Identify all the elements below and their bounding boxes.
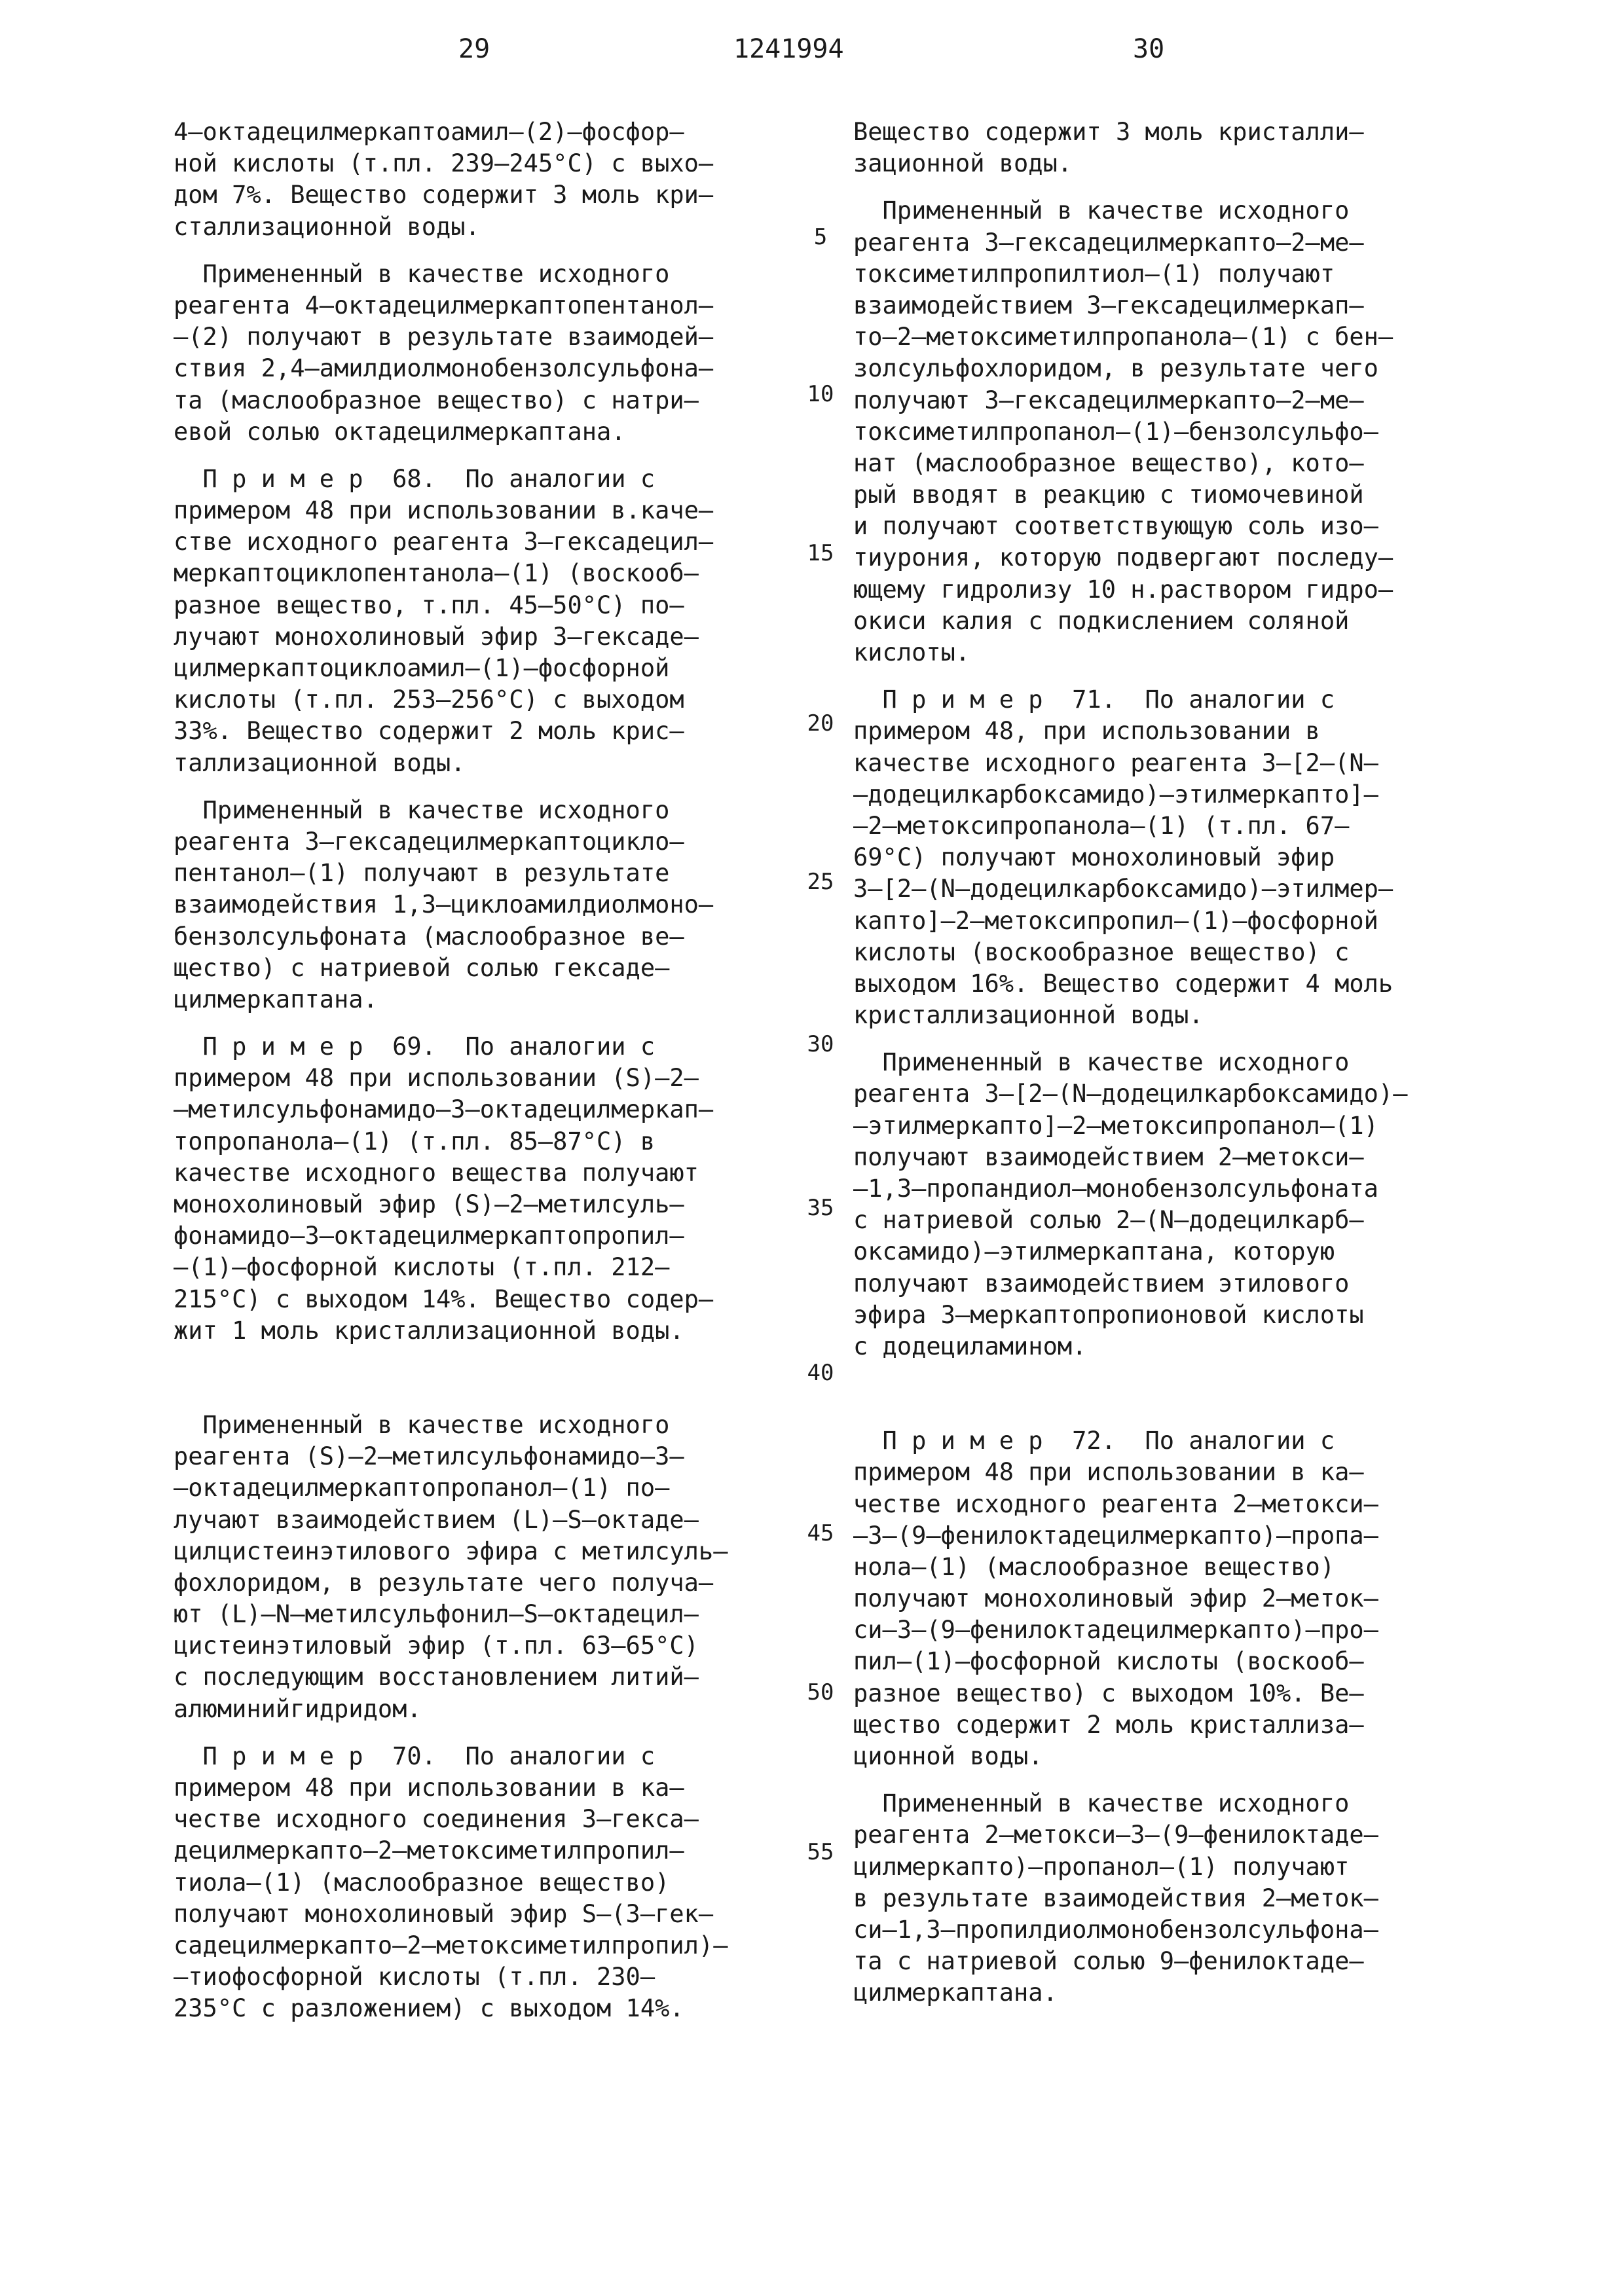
text-line: выходом 16%. Вещество содержит 4 моль (853, 969, 1393, 998)
line-number: 5 (813, 224, 828, 250)
text-line: окиси калия с подкислением соляной (853, 606, 1350, 635)
page-number-left: 29 (458, 34, 490, 64)
text-line: цилмеркаптоциклоамил–(1)–фосфорной (174, 654, 670, 682)
text-line: цилцистеинэтилового эфира с метилсуль– (174, 1537, 728, 1565)
text-line: монохолиновый эфир (S)–2–метилсуль– (174, 1190, 684, 1218)
paragraph (853, 1047, 1462, 1362)
text-line: честве исходного реагента 2–метокси– (853, 1489, 1378, 1518)
text-line: примером 48, при использовании в (853, 717, 1320, 746)
text-line: пентанол–(1) получают в результате (174, 859, 670, 888)
text-line: токсиметилпропанол–(1)–бензолсульфо– (853, 417, 1378, 446)
text-line: фохлоридом, в результате чего получа– (174, 1568, 714, 1597)
text-line: си–1,3–пропилдиолмонобензолсульфона– (853, 1915, 1378, 1944)
text-line: та (маслообразное вещество) с натри– (174, 386, 699, 414)
text-line: таллизационной воды. (174, 748, 466, 777)
text-line: меркаптоциклопентанола–(1) (воскооб– (174, 559, 699, 588)
text-line: 69°С) получают монохолиновый эфир (853, 843, 1335, 872)
example-68-paragraph (174, 464, 783, 779)
text-line: нат (маслообразное вещество), кото– (853, 448, 1364, 477)
text-line: –2–метоксипропанола–(1) (т.пл. 67– (853, 811, 1350, 840)
text-line: –1,3–пропандиол–монобензолсульфоната (853, 1175, 1378, 1203)
line-number: 25 (807, 869, 834, 895)
text-line: Примененный в качестве исходного (853, 1789, 1350, 1818)
text-line: взаимодействием 3–гексадецилмеркап– (853, 291, 1364, 319)
text-line: цистеинэтиловый эфир (т.пл. 63–65°С) (174, 1631, 699, 1660)
text-line: кислоты (т.пл. 253–256°С) с выходом (174, 685, 684, 714)
text-line: та с натриевой солью 9–фенилоктаде– (853, 1947, 1364, 1976)
text-line: разное вещество) с выходом 10%. Ве– (853, 1679, 1364, 1707)
text-line: –метилсульфонамидо–3–октадецилмеркап– (174, 1095, 714, 1124)
text-line: кристаллизационной воды. (853, 1001, 1204, 1030)
text-line: –тиофосфорной кислоты (т.пл. 230– (174, 1963, 655, 1992)
text-line: реагента 2–метокси–3–(9–фенилоктаде– (853, 1821, 1378, 1850)
text-line: –(2) получают в результате взаимодей– (174, 323, 714, 352)
line-number: 40 (807, 1360, 834, 1386)
text-line: капто]–2–метоксипропил–(1)–фосфорной (853, 906, 1378, 935)
text-line: 215°С) с выходом 14%. Вещество содер– (174, 1285, 714, 1313)
text-line: ющему гидролизу 10 н.раствором гидро– (853, 575, 1393, 604)
text-line: Примененный в качестве исходного (174, 1410, 670, 1439)
patent-number: 1241994 (733, 34, 844, 64)
text-line: примером 48 при использовании (S)–2– (174, 1064, 699, 1093)
line-number: 10 (807, 381, 834, 407)
text-line: цилмеркаптана. (853, 1978, 1058, 2007)
text-line: Примененный в качестве исходного (853, 1048, 1350, 1077)
text-line: Примененный в качестве исходного (174, 795, 670, 824)
text-line: П р и м е р 68. По аналогии с (174, 464, 655, 493)
line-number: 30 (807, 1031, 834, 1057)
paragraph (174, 117, 783, 243)
text-line: получают монохолиновый эфир S–(3–гек– (174, 1899, 714, 1928)
text-line: ционной воды. (853, 1742, 1043, 1770)
text-line: –этилмеркапто]–2–метоксипропанол–(1) (853, 1111, 1378, 1140)
text-line: получают взаимодействием 2–метокси– (853, 1142, 1364, 1171)
text-line: эфира 3–меркаптопропионовой кислоты (853, 1300, 1364, 1329)
text-line: оксамидо)–этилмеркаптана, которую (853, 1237, 1335, 1266)
text-line: с натриевой солью 2–(N–додецилкарб– (853, 1206, 1364, 1235)
text-line: и получают соответствующую соль изо– (853, 512, 1378, 541)
text-line: фонамидо–3–октадецилмеркаптопропил– (174, 1222, 684, 1250)
text-line: –додецилкарбоксамидо)–этилмеркапто]– (853, 780, 1378, 809)
text-line: пил–(1)–фосфорной кислоты (воскооб– (853, 1647, 1364, 1676)
text-line: стве исходного реагента 3–гексадецил– (174, 528, 714, 556)
text-line: щество) с натриевой солью гексаде– (174, 953, 670, 982)
text-line: –3–(9–фенилоктадецилмеркапто)–пропа– (853, 1521, 1378, 1550)
text-line: ствия 2,4–амилдиолмонобензолсульфона– (174, 354, 714, 383)
example-71-paragraph (853, 684, 1462, 1031)
text-line: щество содержит 2 моль кристаллиза– (853, 1710, 1364, 1739)
text-line: примером 48 при использовании в ка– (174, 1774, 684, 1802)
text-line: алюминийгидридом. (174, 1694, 422, 1723)
text-line: 4–октадецилмеркаптоамил–(2)–фосфор– (174, 118, 684, 146)
text-line: 33%. Вещество содержит 2 моль крис– (174, 717, 684, 746)
text-line: кислоты. (853, 638, 970, 666)
paragraph (174, 795, 783, 1015)
text-line: нола–(1) (маслообразное вещество) (853, 1552, 1335, 1581)
line-number: 50 (807, 1679, 834, 1705)
left-column (174, 117, 783, 2025)
text-line: П р и м е р 70. По аналогии с (174, 1741, 655, 1770)
text-line: примером 48 при использовании в ка– (853, 1458, 1364, 1487)
text-line: ют (L)–N–метилсульфонил–S–октадецил– (174, 1600, 699, 1629)
text-line: реагента 3–[2–(N–додецилкарбоксамидо)– (853, 1080, 1408, 1108)
text-line: честве исходного соединения 3–гекса– (174, 1805, 699, 1834)
text-line: сталлизационной воды. (174, 212, 480, 241)
line-number: 55 (807, 1839, 834, 1865)
paragraph (853, 195, 1462, 668)
text-line: П р и м е р 72. По аналогии с (853, 1427, 1335, 1455)
text-line: разное вещество, т.пл. 45–50°С) по– (174, 591, 684, 619)
line-number: 20 (807, 710, 834, 737)
example-69-paragraph (174, 1031, 783, 1347)
text-line: цилмеркаптана. (174, 985, 378, 1013)
text-line: реагента (S)–2–метилсульфонамидо–3– (174, 1442, 684, 1471)
text-line: получают монохолиновый эфир 2–меток– (853, 1584, 1378, 1613)
text-line: Примененный в качестве исходного (174, 259, 670, 288)
text-line: с последующим восстановлением литий– (174, 1663, 699, 1692)
text-line: топропанола–(1) (т.пл. 85–87°С) в (174, 1127, 655, 1156)
text-line: –октадецилмеркаптопропанол–(1) по– (174, 1474, 670, 1503)
example-70-paragraph (174, 1741, 783, 2025)
text-line: качестве исходного реагента 3–[2–(N– (853, 748, 1378, 777)
text-line: П р и м е р 71. По аналогии с (853, 685, 1335, 714)
text-line: зационной воды. (853, 149, 1073, 178)
text-line: реагента 3–гексадецилмеркапто–2–ме– (853, 228, 1364, 257)
text-line: взаимодействия 1,3–циклоамилдиолмоно– (174, 890, 714, 919)
text-line: децилмеркапто–2–метоксиметилпропил– (174, 1836, 684, 1865)
text-line: рый вводят в реакцию с тиомочевиной (853, 481, 1364, 509)
text-line: лучают взаимодействием (L)–S–октаде– (174, 1505, 699, 1534)
text-line: получают взаимодействием этилового (853, 1269, 1350, 1298)
page-number-right: 30 (1133, 34, 1165, 64)
text-line: с додециламином. (853, 1332, 1087, 1360)
text-line: бензолсульфоната (маслообразное ве– (174, 922, 684, 951)
line-number: 45 (807, 1520, 834, 1546)
paragraph (174, 1410, 783, 1725)
text-line: то–2–метоксиметилпропанола–(1) с бен– (853, 323, 1393, 352)
text-line: золсульфохлоридом, в результате чего (853, 354, 1378, 383)
text-line: Вещество содержит 3 моль кристалли– (853, 118, 1364, 146)
text-line: получают 3–гексадецилмеркапто–2–ме– (853, 386, 1364, 414)
text-line: 235°С с разложением) с выходом 14%. (174, 1994, 684, 2023)
text-line: –(1)–фосфорной кислоты (т.пл. 212– (174, 1253, 670, 1282)
text-line: кислоты (воскообразное вещество) с (853, 938, 1350, 966)
text-line: евой солью октадецилмеркаптана. (174, 417, 626, 446)
text-line: тиола–(1) (маслообразное вещество) (174, 1868, 670, 1897)
text-line: ной кислоты (т.пл. 239–245°С) с выхо– (174, 149, 714, 178)
text-line: дом 7%. Вещество содержит 3 моль кри– (174, 181, 714, 210)
text-line: цилмеркапто)–пропанол–(1) получают (853, 1852, 1350, 1881)
text-line: лучают монохолиновый эфир 3–гексаде– (174, 622, 699, 651)
text-line: в результате взаимодействия 2–меток– (853, 1884, 1378, 1912)
line-number: 35 (807, 1195, 834, 1221)
text-line: примером 48 при использовании в.каче– (174, 496, 714, 525)
text-line: Примененный в качестве исходного (853, 196, 1350, 225)
right-column (853, 117, 1462, 2009)
paragraph (853, 117, 1462, 179)
paragraph (174, 259, 783, 448)
text-line: П р и м е р 69. По аналогии с (174, 1032, 655, 1061)
line-number: 15 (807, 540, 834, 566)
text-line: реагента 4–октадецилмеркаптопентанол– (174, 291, 714, 319)
text-line: жит 1 моль кристаллизационной воды. (174, 1316, 684, 1345)
example-72-paragraph (853, 1425, 1462, 1772)
text-line: токсиметилпропилтиол–(1) получают (853, 259, 1335, 288)
paragraph (853, 1788, 1462, 2009)
text-line: садецилмеркапто–2–метоксиметилпропил)– (174, 1931, 728, 1959)
text-line: качестве исходного вещества получают (174, 1158, 699, 1187)
text-line: 3–[2–(N–додецилкарбоксамидо)–этилмер– (853, 875, 1393, 903)
text-line: реагента 3–гексадецилмеркаптоцикло– (174, 827, 684, 856)
text-line: си–3–(9–фенилоктадецилмеркапто)–про– (853, 1616, 1378, 1645)
text-line: тиурония, которую подвергают последу– (853, 543, 1393, 572)
